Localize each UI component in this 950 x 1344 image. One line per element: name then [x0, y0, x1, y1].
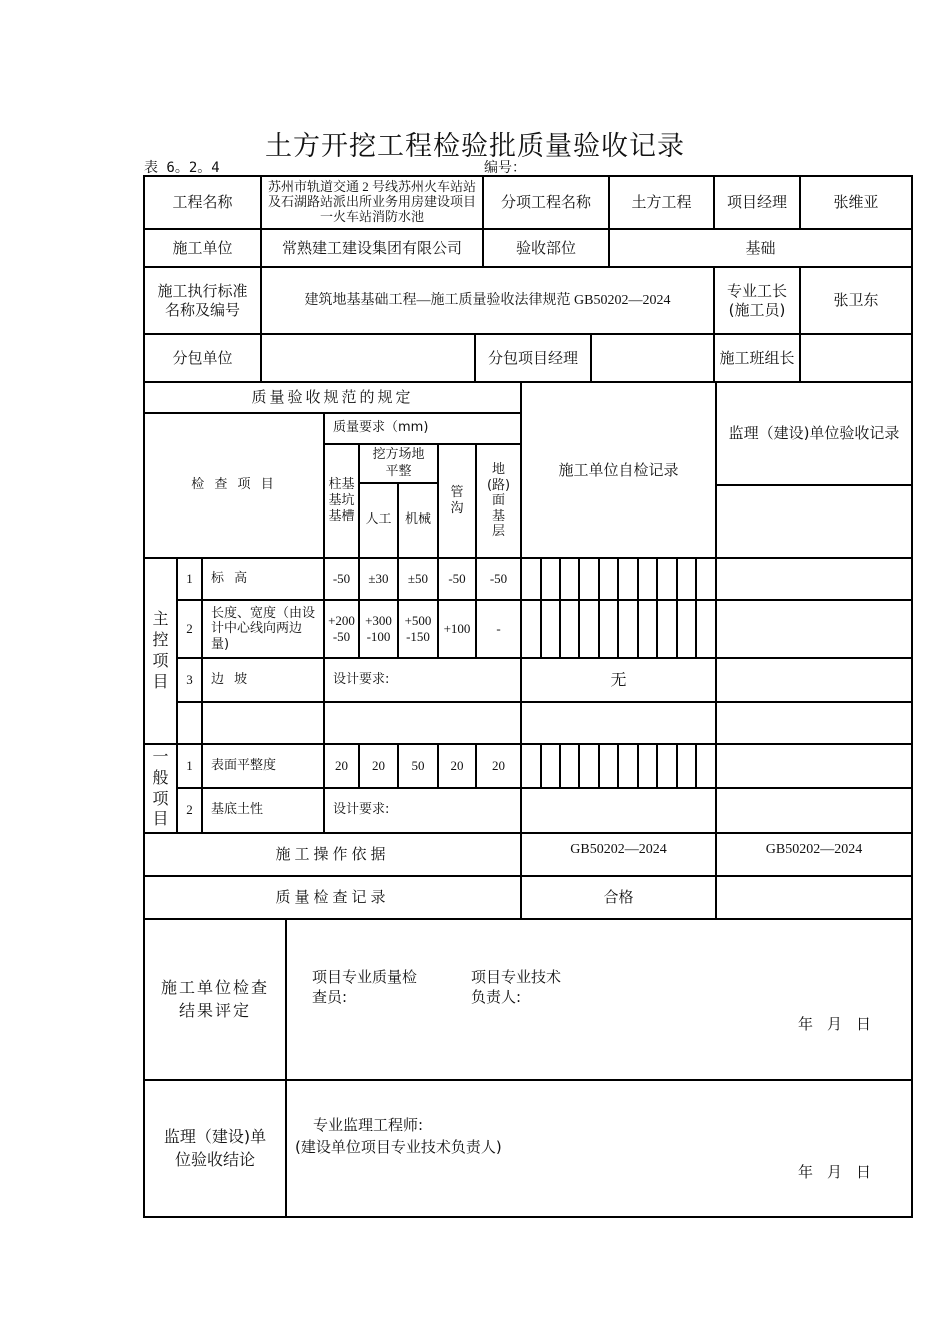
general-row-1-value: 20 [359, 744, 398, 788]
tech-lead-label: 项目专业技术负责人: [471, 968, 562, 1006]
main-items-label: 主控项目 [144, 558, 177, 744]
main-row-2-value: +300 -100 [359, 600, 398, 658]
check-cell [696, 744, 716, 788]
check-cell [579, 600, 599, 658]
main-row-1-value: ±50 [398, 558, 438, 600]
main-row-2-supervision [716, 600, 912, 658]
check-cell [696, 600, 716, 658]
check-item-header: 检 查 项 目 [144, 413, 324, 558]
subcontractor-value [261, 334, 475, 382]
check-cell [638, 558, 657, 600]
col-pipe-header: 管沟 [438, 444, 476, 558]
check-cell [618, 600, 638, 658]
self-check-header: 施工单位自检记录 [521, 382, 716, 558]
main-row-2-no: 2 [177, 600, 202, 658]
main-row-1-value: -50 [476, 558, 521, 600]
check-cell [657, 744, 677, 788]
date-year-label: 年 [798, 1015, 816, 1033]
main-row-1-value: -50 [324, 558, 359, 600]
main-row-1-value: -50 [438, 558, 476, 600]
check-cell [599, 600, 618, 658]
contractor-label: 施工单位 [144, 229, 261, 267]
check-cell [521, 744, 541, 788]
main-row-1-value: ±30 [359, 558, 398, 600]
acceptance-part-label: 验收部位 [483, 229, 609, 267]
col-pit-header: 柱基基坑基槽 [324, 444, 359, 558]
check-cell [541, 558, 560, 600]
table-number: 表 6。2。4 [144, 160, 220, 176]
supervision-header-blank [716, 485, 912, 558]
standard-value: 建筑地基基础工程—施工质量验收法律规范 GB50202—2024 [261, 267, 714, 334]
general-row-2-self-check [521, 788, 716, 833]
general-row-1-no: 1 [177, 744, 202, 788]
check-cell [560, 744, 579, 788]
sub-pm-value [591, 334, 714, 382]
check-cell [657, 558, 677, 600]
sub-project-label: 分项工程名称 [483, 176, 609, 229]
project-name-value: 苏州市轨道交通 2 号线苏州火车站站及石湖路站派出所业务用房建设项目一火车站消防水池 [261, 176, 483, 229]
foreman-label: 专业工长(施工员) [714, 267, 800, 334]
operation-basis-label: 施工操作依据 [144, 833, 521, 876]
main-row-2-name: 长度、宽度（由设计中心线向两边量) [202, 600, 324, 658]
check-cell [618, 558, 638, 600]
main-row-1-name: 标 高 [202, 558, 324, 600]
quality-req-header: 质量要求（mm) [324, 413, 521, 444]
contractor-evaluation-label: 施工单位检查结果评定 [144, 919, 286, 1080]
col-machine-header: 机械 [398, 483, 438, 558]
check-cell [541, 600, 560, 658]
quality-record-label: 质量检查记录 [144, 876, 521, 919]
general-row-1-value: 20 [476, 744, 521, 788]
main-row-1-supervision [716, 558, 912, 600]
main-row-3-name: 边 坡 [202, 658, 324, 702]
sub-pm-label: 分包项目经理 [475, 334, 591, 382]
col-road-header: 地(路)面基层 [476, 444, 521, 558]
acceptance-part-value: 基础 [609, 229, 912, 267]
project-manager-value: 张维亚 [800, 176, 912, 229]
check-cell [677, 600, 696, 658]
check-cell [521, 600, 541, 658]
date-month-label: 月 [827, 1015, 845, 1033]
check-cell [657, 600, 677, 658]
main-row-3-self-check: 无 [521, 658, 716, 702]
main-row-blank-no [177, 702, 202, 744]
main-row-2-value: +200 -50 [324, 600, 359, 658]
main-row-blank-self [521, 702, 716, 744]
check-cell [541, 744, 560, 788]
operation-basis-self: GB50202—2024 [521, 833, 716, 876]
check-cell [579, 744, 599, 788]
main-row-3-design-req: 设计要求: [324, 658, 521, 702]
quality-inspector-label: 项目专业质量检查员: [312, 968, 418, 1006]
general-row-1-value: 20 [438, 744, 476, 788]
general-row-1-value: 20 [324, 744, 359, 788]
serial-number-label: 编号： [484, 160, 526, 176]
general-row-2-no: 2 [177, 788, 202, 833]
supervision-header: 监理（建设)单位验收记录 [716, 382, 912, 485]
owner-representative-label: (建设单位项目专业技术负责人) [295, 1138, 502, 1156]
main-row-2-value: - [476, 600, 521, 658]
team-leader-value [800, 334, 912, 382]
date-month-label: 月 [827, 1163, 845, 1181]
quality-record-supervision [716, 876, 912, 919]
date-day-label: 日 [856, 1163, 874, 1181]
check-cell [560, 558, 579, 600]
check-cell [599, 744, 618, 788]
general-row-1-name: 表面平整度 [202, 744, 324, 788]
general-items-label: 一般项目 [144, 744, 177, 833]
check-cell [579, 558, 599, 600]
check-cell [599, 558, 618, 600]
check-cell [696, 558, 716, 600]
subcontractor-label: 分包单位 [144, 334, 261, 382]
evaluation-date [798, 1013, 885, 1034]
foreman-value: 张卫东 [800, 267, 912, 334]
general-row-1-value: 50 [398, 744, 438, 788]
main-row-3-supervision [716, 658, 912, 702]
main-row-blank-req [324, 702, 521, 744]
standard-label: 施工执行标准名称及编号 [144, 267, 261, 334]
operation-basis-supervision: GB50202—2024 [716, 833, 912, 876]
date-day-label: 日 [856, 1015, 874, 1033]
quality-record-self: 合格 [521, 876, 716, 919]
main-row-2-value: +500 -150 [398, 600, 438, 658]
check-cell [638, 744, 657, 788]
spec-section-title: 质量验收规范的规定 [144, 382, 521, 413]
col-manual-header: 人工 [359, 483, 398, 558]
main-row-2-value: +100 [438, 600, 476, 658]
supervision-engineer-label: 专业监理工程师: [313, 1116, 424, 1134]
general-row-1-supervision [716, 744, 912, 788]
general-row-2-design-req: 设计要求: [324, 788, 521, 833]
main-row-blank-name [202, 702, 324, 744]
team-leader-label: 施工班组长 [714, 334, 800, 382]
date-year-label: 年 [798, 1163, 816, 1181]
check-cell [560, 600, 579, 658]
project-name-label: 工程名称 [144, 176, 261, 229]
check-cell [618, 744, 638, 788]
general-row-2-name: 基底土性 [202, 788, 324, 833]
document-title: 土方开挖工程检验批质量验收记录 [265, 131, 685, 162]
main-row-3-no: 3 [177, 658, 202, 702]
project-manager-label: 项目经理 [714, 176, 800, 229]
main-row-1-no: 1 [177, 558, 202, 600]
check-cell [677, 558, 696, 600]
col-site-header: 挖方场地平整 [359, 444, 438, 483]
check-cell [677, 744, 696, 788]
contractor-value: 常熟建工建设集团有限公司 [261, 229, 483, 267]
supervision-conclusion-label: 监理（建设)单位验收结论 [144, 1080, 286, 1217]
main-row-blank-supervision [716, 702, 912, 744]
general-row-2-supervision [716, 788, 912, 833]
check-cell [638, 600, 657, 658]
check-cell [521, 558, 541, 600]
conclusion-date [798, 1161, 885, 1182]
sub-project-value: 土方工程 [609, 176, 714, 229]
